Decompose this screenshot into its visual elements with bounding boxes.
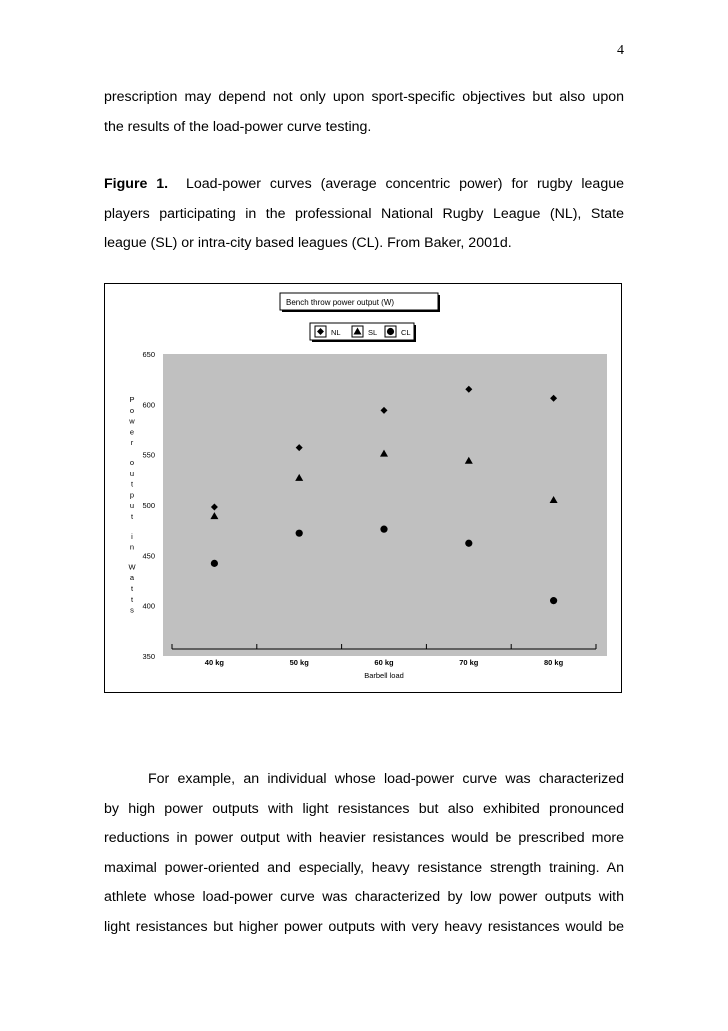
y-tick-label: 650 — [142, 350, 155, 359]
y-axis-label-char: p — [129, 490, 135, 500]
y-axis-label-char: s — [130, 605, 134, 615]
text-line: the results of the load-power curve testing. — [104, 118, 372, 135]
legend-label-nl: NL — [331, 328, 341, 337]
y-axis-label-char: a — [129, 573, 135, 583]
y-tick-label: 600 — [142, 400, 155, 410]
figure-chart — [104, 283, 622, 693]
y-axis-label-char: u — [129, 468, 135, 478]
y-tick-label: 500 — [142, 501, 155, 510]
page-number: 4 — [617, 43, 624, 58]
text-line: light resistances but higher power outputs with very heavy resistances would be — [104, 918, 624, 935]
y-tick-label: 400 — [142, 601, 155, 611]
x-tick-label: 70 kg — [459, 658, 479, 667]
y-axis-label-char: W — [128, 562, 136, 572]
legend-label-cl: CL — [401, 328, 411, 337]
y-axis-label-char: w — [129, 416, 135, 426]
y-axis-label-char: r — [130, 438, 134, 448]
text-line: athlete whose load-power curve was characterized by low power outputs with — [104, 889, 624, 905]
y-axis-label-char: o — [129, 405, 135, 415]
text-line-content: For example, an individual whose load-power curve was characterized — [148, 771, 624, 787]
y-axis-label-char: e — [129, 427, 135, 437]
x-axis-label: Barbell load — [364, 671, 404, 680]
x-tick-label: 80 kg — [544, 658, 564, 667]
text-line: prescription may depend not only upon sport-specific objectives but also upon — [104, 89, 624, 105]
data-point-cl — [211, 560, 218, 567]
y-axis-label-char: o — [129, 458, 135, 467]
text-line: reductions in power output with heavier resistances would be prescribed more — [104, 830, 624, 846]
text-line: players participating in the professional National Rugby League (NL), State — [104, 205, 624, 222]
data-point-cl — [465, 540, 472, 547]
data-point-cl — [550, 597, 557, 604]
paragraph-intro — [104, 83, 624, 142]
x-tick-label: 60 kg — [374, 658, 394, 667]
y-axis-label-char: n — [129, 542, 135, 552]
y-axis-label-char: t — [130, 584, 134, 593]
y-axis-label-char: t — [130, 512, 134, 521]
y-tick-label: 550 — [142, 450, 155, 460]
legend-marker-cl — [387, 328, 394, 335]
y-axis-label-char: i — [131, 531, 133, 541]
caption-text: Load-power curves (average concentric power) for rugby league — [186, 176, 624, 192]
text-line: by high power outputs with light resistances but also exhibited pronounced — [104, 800, 624, 817]
figure-caption — [104, 170, 624, 259]
text-line: league (SL) or intra-city based leagues (CL). From Baker, 2001d. — [104, 235, 512, 251]
y-axis-label-char: u — [129, 501, 135, 511]
chart-title: Bench throw power output (W) — [286, 298, 395, 307]
y-axis-label-char: t — [130, 594, 134, 604]
chart-svg — [105, 284, 623, 694]
y-axis-label-char: P — [129, 395, 135, 404]
data-point-cl — [380, 526, 387, 533]
y-tick-label: 350 — [142, 652, 155, 661]
y-axis-label-char: t — [130, 479, 134, 489]
x-tick-label: 40 kg — [204, 658, 224, 667]
y-tick-label: 450 — [142, 551, 155, 561]
paragraph-example — [104, 765, 624, 942]
text-line — [104, 170, 624, 200]
figure-label: Figure 1. — [104, 176, 169, 192]
legend-label-sl: SL — [368, 328, 378, 337]
text-line: maximal power-oriented and especially, heavy resistance strength training. An — [104, 859, 624, 876]
text-line — [104, 765, 624, 795]
plot-area — [163, 354, 607, 656]
x-tick-label: 50 kg — [289, 658, 309, 667]
data-point-cl — [296, 530, 303, 537]
